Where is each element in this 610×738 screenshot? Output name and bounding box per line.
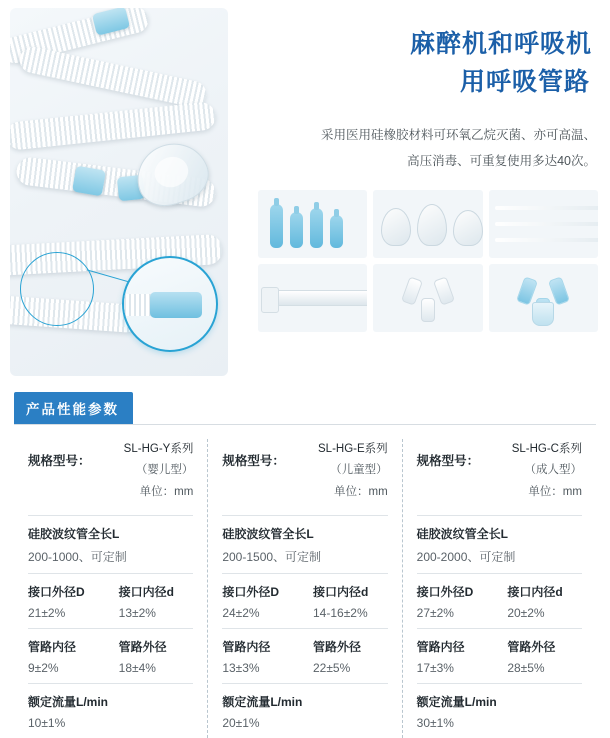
spec-column-child [207, 439, 401, 738]
column-header [28, 439, 193, 515]
spec-label: 接口外径D [222, 584, 279, 599]
spec-row [417, 516, 582, 573]
spec-column-adult [402, 439, 596, 738]
right-column [228, 8, 600, 376]
spec-value: 200-2000、可定制 [416, 549, 516, 564]
model-type: （儿童型） [330, 464, 388, 477]
spec-value: 13±3% [222, 660, 260, 675]
model-type: （婴儿型） [135, 464, 194, 477]
breathing-bag [310, 208, 323, 248]
anesthesia-mask [381, 208, 411, 246]
spec-label: 管路内径 [28, 639, 77, 654]
spec-label: 额定流量L/min [28, 694, 108, 709]
water-trap [532, 302, 554, 326]
spec-label: 管路内径 [416, 639, 465, 654]
spec-row [28, 574, 193, 628]
thumbnail-straight-tubes[interactable] [489, 190, 598, 258]
page-title [258, 26, 600, 101]
hero-product-image [10, 8, 228, 376]
straight-tube [495, 238, 598, 242]
straight-tube [495, 206, 598, 210]
spec-value: 27±2% [416, 605, 454, 620]
spec-row [222, 574, 387, 628]
model-unit: 单位：mm [528, 485, 582, 498]
spec-value: 30±1% [416, 715, 454, 730]
section-divider [14, 424, 596, 425]
spec-value: 24±2% [222, 605, 260, 620]
spec-row [28, 629, 193, 683]
parameters-section [0, 392, 610, 738]
anesthesia-mask [417, 204, 447, 246]
spec-value: 20±2% [507, 605, 545, 620]
spec-label: 接口内径d [507, 584, 563, 599]
spec-value: 22±5% [313, 660, 351, 675]
spec-label: 额定流量L/min [416, 694, 497, 709]
straight-tube [495, 222, 598, 226]
spec-row [417, 574, 582, 628]
model-info [512, 439, 582, 503]
breathing-bag [270, 204, 283, 248]
extension-connector [270, 290, 367, 306]
spec-value: 200-1500、可定制 [222, 549, 322, 564]
column-header [417, 439, 582, 515]
detail-zoom-circle [122, 256, 218, 352]
model-label: 规格型号： [222, 454, 285, 468]
breathing-bag [330, 215, 343, 248]
spec-value: 10±1% [28, 715, 66, 730]
spec-value: 14-16±2% [313, 605, 368, 620]
title-line-1: 麻醉机和呼吸机 [409, 30, 592, 58]
y-piece [405, 278, 451, 322]
spec-row [28, 516, 193, 573]
model-info [124, 439, 194, 503]
detail-focus-ring [20, 252, 94, 326]
thumbnail-breathing-bags[interactable] [258, 190, 367, 258]
spec-row [417, 684, 582, 738]
spec-label: 硅胶波纹管全长L [222, 526, 314, 541]
model-unit: 单位：mm [139, 485, 194, 498]
spec-label: 管路外径 [313, 639, 362, 654]
detail-connector [150, 292, 202, 318]
spec-value: 13±2% [118, 605, 156, 620]
model-label: 规格型号： [28, 454, 91, 468]
spec-value: 200-1000、可定制 [28, 549, 127, 564]
spec-row [417, 629, 582, 683]
spec-value: 18±4% [118, 660, 156, 675]
spec-label: 接口内径d [313, 584, 369, 599]
spec-label: 管路外径 [118, 639, 167, 654]
spec-value: 28±5% [507, 660, 545, 675]
spec-value: 17±3% [416, 660, 454, 675]
section-title: 产品性能参数 [14, 392, 133, 424]
title-line-2: 用呼吸管路 [459, 67, 590, 96]
thumbnail-extension-connector[interactable] [258, 264, 367, 332]
model-label: 规格型号： [416, 454, 480, 468]
spec-value: 20±1% [222, 715, 260, 730]
spec-row [222, 684, 387, 738]
spec-value: 9±2% [28, 660, 59, 675]
spec-label: 额定流量L/min [222, 694, 303, 709]
thumbnail-anesthesia-masks[interactable] [373, 190, 482, 258]
spec-table [14, 439, 596, 738]
breathing-bag [290, 212, 303, 248]
product-description [258, 123, 600, 174]
spec-label: 接口外径D [416, 584, 474, 599]
thumbnail-blue-y-piece-water-trap[interactable] [489, 264, 598, 332]
column-header [222, 439, 387, 515]
spec-row [222, 516, 387, 573]
model-unit: 单位：mm [333, 485, 388, 498]
spec-row [28, 684, 193, 738]
thumbnail-grid [258, 190, 600, 332]
spec-label: 硅胶波纹管全长L [28, 526, 120, 541]
spec-label: 接口内径d [118, 584, 175, 599]
spec-label: 硅胶波纹管全长L [416, 526, 508, 541]
corrugated-hose [10, 101, 217, 151]
spec-value: 21±2% [28, 605, 66, 620]
model-series: SL-HG-C系列 [511, 443, 582, 455]
model-type: （成人型） [524, 464, 582, 477]
anesthesia-mask [453, 210, 482, 246]
model-series: SL-HG-Y系列 [123, 443, 194, 455]
corrugated-hose [17, 45, 208, 110]
spec-row [222, 629, 387, 683]
blue-connector [72, 166, 106, 197]
description-line-1: 采用医用硅橡胶材料可环氧乙烷灭菌、亦可高温、 [320, 128, 596, 142]
spec-label: 管路内径 [222, 639, 271, 654]
spec-label: 接口外径D [28, 584, 85, 599]
spec-label: 管路外径 [507, 639, 556, 654]
model-info [318, 439, 388, 503]
model-series: SL-HG-E系列 [318, 443, 388, 455]
description-line-2: 高压消毒、可重复使用多达40次。 [407, 153, 596, 168]
spec-column-infant [14, 439, 207, 738]
thumbnail-white-y-piece[interactable] [373, 264, 482, 332]
